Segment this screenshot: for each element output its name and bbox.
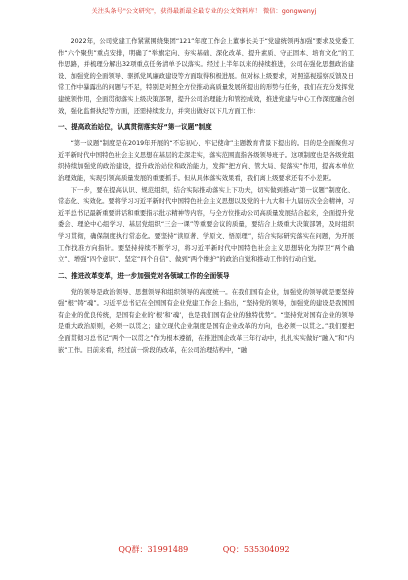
page-header: 关注头条号"公文研究"，获得最新最全最专业的公文资料库！ 微信：gongwenyj [91,8,317,15]
section-1-heading: 一、提高政治站位，认真贯彻落实好“第一议题”制度 [58,123,212,132]
qq-group-text: QQ群：31991489 [118,545,189,554]
section-2-heading: 二、推进改革变革，进一步加强党对各领域工作的全面领导 [58,271,230,280]
section-1-paragraph-1: “第一议题”制度是在2019年开展的“不忘初心、牢记使命”主题教育背景下提出的。目的是全面聚焦习近平新时代中国特色社会主义思想在基层的走深走实，落实范围直指各级领导班子。这项制度也是各级党组织持续加强党的政治建设，提升政治站位和政治能力，发挥“把方向、管大局、促落实”作用，提高本单位治理效能，实现引领高质量发展的重要抓手。但从具体落实效果看，我们离上级要求还有不小差距。 [58,140,354,182]
section-2-paragraph-1: 党的领导是政治领导、思想领导和组织领导的高度统一。在我们国有企业，加强党的领导就是要坚持强“根”铸“魂”。习近平总书记在全国国有企业党建工作会上指出，“坚持党的领导，加强党的建设是我国国有企业的优良传统，是国有企业的‘根’和‘魂’，也是我们国有企业的独特优势”。“坚持党对国有企业的领导是重大政治原则，必须一以贯之；建立现代企业制度是国有企业改革的方向，也必须一以贯之。”我们要把全面贯彻习总书记“两个一以贯之”作为根本遵循，在推进国企改革三年行动中，扎扎实实做好“融入”和“内嵌”工作。目前来看，经过前一阶段的改革，在公司治理结构中，“融 [58,288,354,354]
document-body [58,36,354,356]
section-1-paragraph-2: 下一步，要在提高认识、规范组织，结合实际推动落实上下功夫，切实做到推动“第一议题”制度化、常态化、实效化。要将学习习近平新时代中国特色社会主义思想以及党的十九大和十九届历次全会精神，习近平总书记最新重要讲话和重要指示批示精神等内容，与全方位推动公司高质量发展结合起来，全面提升党委会、理论中心组学习、基层党组织“三会一课”等重要会议的质量，要结合上级重大决策部署，及时组织学习贯彻，确保制度执行常态化。要坚持“读原著、学原文、悟原理”，结合实际研究落实在问题，为开展工作找准方向指针。要坚持持续不断学习，将习近平新时代中国特色社会主义思想转化为捍卫“两个确立”、增强“四个意识”、坚定“四个自信”、做到“两个维护”的政治自觉和推动工作的行动自觉。 [58,186,354,264]
qq-contact-text: QQ：535304092 [222,545,290,554]
page-footer [0,544,408,555]
intro-paragraph: 2022年，公司党建工作紧紧围绕集团“121”年度工作会上董事长关于“党建统领再加强”要求及党委工作“六个聚焦”重点安排，明确了“举旗定向、夯实基础、深化改革、提升素质、守正固本、培育文化”的工作思路，并梳理分解出32项重点任务清单予以落实。经过上半年以来的持续推进，公司在强化思想政治建设、加强党的全面领导、驱抓党风廉政建设等方面取得积极进展。但对标上级要求，对照巡视巡察反馈及日常工作中暴露出的问题与不足，特别是对照全方位推动高质量发展所提出的形势与任务，我们在充分发挥党建统领作用，全面贯彻落实上级决策部署，提升公司治理能力和管控成效，推进党建与中心工作深度融合创效，强化监督执纪等方面，还需持续发力，并突出做好以下几方面工作： [58,38,354,115]
